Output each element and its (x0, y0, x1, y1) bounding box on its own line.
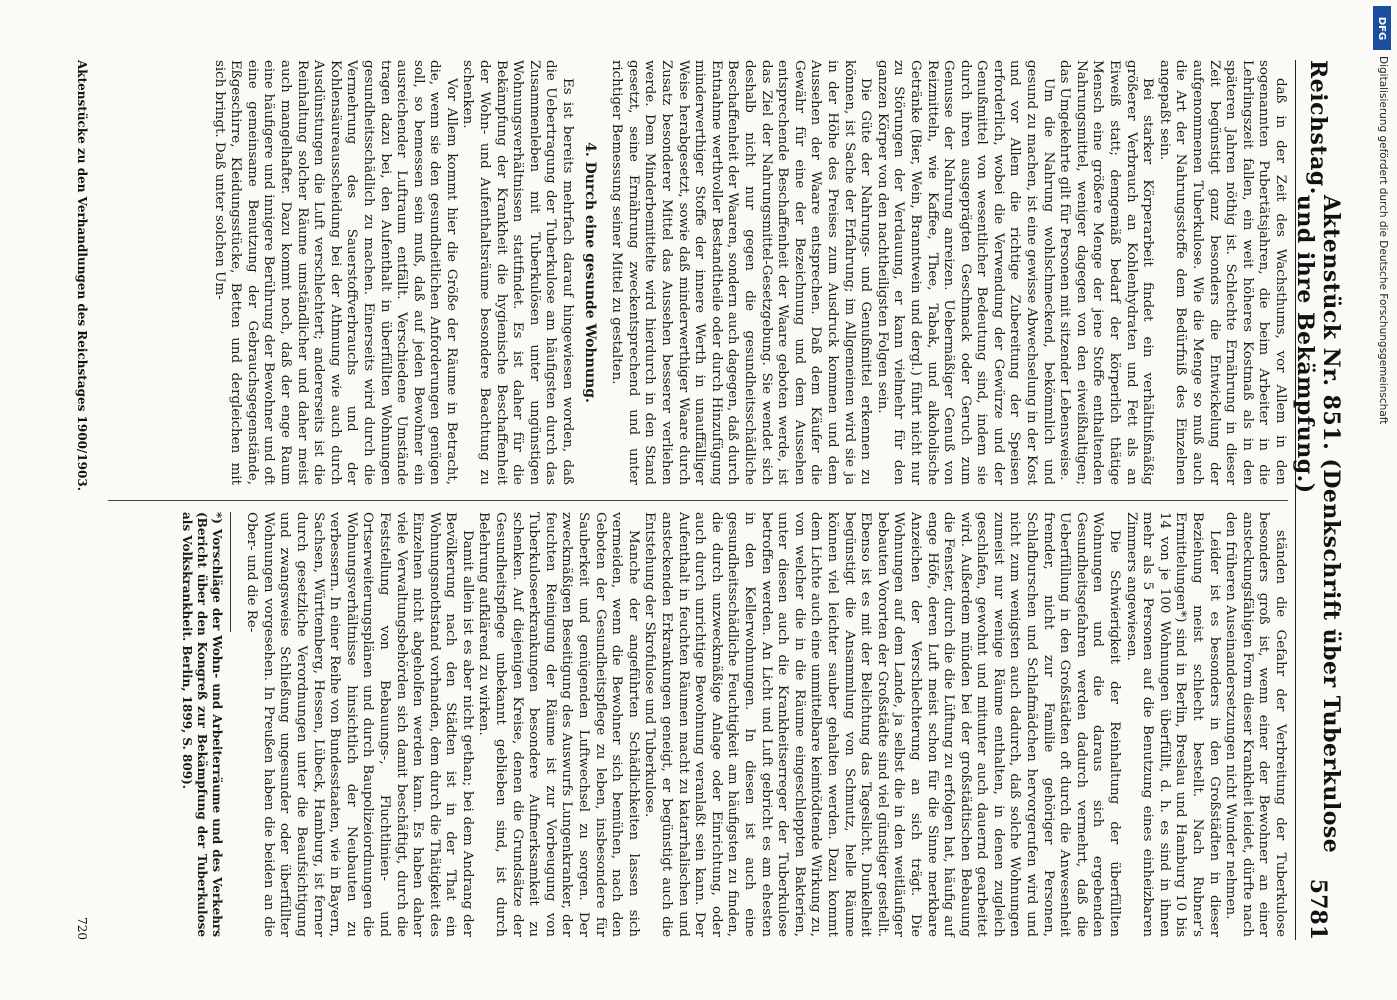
paragraph: ständen die Gefahr der Verbreitung der Tuberkulose besonders groß ist, wenn einer der Bewohner an einer ansteckungsfähigen Form dieser Krankheit leidet, dürfte nach den früheren Auseinandersetzungen nicht Wunder nehmen. (1223, 512, 1288, 937)
header-title: Aktenstück Nr. 851. (Denkschrift über Tuberkulose und ihre Bekämpfung.) (1292, 194, 1344, 854)
header-left: Reichstag. (1305, 60, 1331, 195)
footnote-rule (230, 512, 231, 632)
page-footer (68, 60, 96, 940)
paragraph: Leider ist es besonders in den Großstädten in dieser Beziehung meist schlecht bestellt. Nach Rubner's Ermittelungen*) sind in Berlin, Breslau und Hamburg 10 bis 14 von je 100 Wohnungen überfüllt, d. h. es sind in ihnen mehr als 5 Personen auf die Benutzung eines einheizbaren Zimmers angewiesen. (1123, 512, 1222, 937)
header-page-number: 5781 (1305, 878, 1331, 940)
paragraph: Damit allein ist es aber nicht gethan; bei dem Andrang der Bevölkerung nach den Städten ist in der That ein Wohnungsnothstand vorhanden, dem durch die Thätigkeit des Einzelnen nicht abgeholfen werden kann. Es haben daher viele Verwaltungsbehörden sich damit beschäftigt, durch die Feststellung von Bebauungs-, Fluchtlinien- und Ortserweiterungsplänen und durch Baupolizeiordnungen die Wohnungsverhältnisse hinsichtlich der Neubauten zu verbessern. In einer Reihe von Bundesstaaten, wie in Bayern, Sachsen, Württemberg, Hessen, Lübeck, Hamburg, ist ferner durch gesetzliche Verordnungen unter die Beaufsichtigung und zwangsweise Schließung ungesunder oder überfüllter Wohnungen vorgesehen. In Preußen haben die beiden an die Ober- und die Re- (244, 512, 475, 937)
footer-source: Aktenstücke zu den Verhandlungen des Reichstages 1900/1903. (75, 60, 89, 491)
footnote: *) Vorschläge der Wohn- und Arbeiterräume und des Verkehrs (Bericht über den Kongreß zur Bekämpfung der Tuberkulose als Volkskrankheit. Berlin, 1899, S. 809). (179, 512, 224, 937)
section-heading: 4. Durch eine gesunde Wohnung. (581, 142, 598, 403)
paragraph: Manche der angeführten Schädlichkeiten lassen sich vermeiden, wenn die Bewohner sich bemühen, nach den Geboten der Gesundheitspflege zu leben, insbesondere für Sauberkeit und genügenden Luftwechsel zu sorgen. Der zweckmäßigen Beseitigung des Auswurfs Lungenkranker, der feuchten Reinigung der Räume ist zur Vorbeugung von Tuberkuloseerkrankungen besondere Aufmerksamkeit zu schenken. Auf diejenigen Kreise, denen die Grundsätze der Gesundheitspflege unbekannt geblieben sind, ist durch Belehrung aufklärend zu wirken. (476, 512, 641, 937)
watermark-text (1371, 56, 1393, 696)
page-header (1292, 60, 1344, 940)
rotated-document (60, 60, 1344, 940)
paragraph: daß in der Zeit des Wachsthums, vor Allem in den sogenannten Pubertätsjahren, die beim Arbeiter in die Lehrlingszeit fallen, ein weit höheres Kostmaß als in den späteren Jahren nöthig ist. Schlechte Ernährung in dieser Zeit begünstigt ganz besonders die Entwickelung der aufgenommenen Tuberkulose. Wie die Menge so muß auch die Art der Nahrungsstoffe dem Bedürfniß des Einzelnen angepaßt sein. (1156, 60, 1288, 485)
left-column (210, 60, 1288, 485)
paragraph: Bei starker Körperarbeit findet ein verhältnißmäßig größerer Verbrauch an Kohlenhydraten und Fett als an Eiweiß statt; demgemäß bedarf der körperlich thätige Mensch eine größere Menge der jene Stoffe enthaltenden Nahrungsmittel, weniger dagegen von den eiweißhaltigen; das Umgekehrte gilt für Personen mit sitzender Lebensweise. (1057, 60, 1156, 485)
dfg-logo-icon: DFG (1373, 6, 1391, 50)
paragraph: Die Schwierigkeit der Reinhaltung der überfüllten Wohnungen und die daraus sich ergebenden Gesundheitsgefahren werden dadurch vermehrt, daß die Ueberfüllung in den Großstädten oft durch die Anwesenheit fremder, nicht zur Familie gehöriger Personen, Schlafburschen und Schlafmädchen hervorgerufen wird und nicht zum wenigsten auch dadurch, daß solche Wohnungen zumeist nur wenige Räume enthalten, in denen zugleich geschlafen, gewohnt und mitunter auch dauernd gearbeitet wird. Außerdem münden bei der großstädtischen Bebauung die Fenster, durch die die Lüftung zu erfolgen hat, häufig auf enge Höfe, deren Luft meist schon für die Sinne merkbare Anzeichen der Verschlechterung an sich trägt. Die Wohnungen auf dem Lande, ja selbst die in den weitläufiger bebauten Vororten der Großstädte sind viel günstiger gestellt. Ebenso ist es mit der Belichtung das Tageslicht. Dunkelheit begünstigt die Ansammlung von Schmutz, helle Räume können viel leichter sauber gehalten werden. Dazu kommt dem Lichte auch eine unmittelbare keimtödtende Wirkung zu, von welcher die in die Räume eingeschleppten Bakterien, unter diesen auch die Krankheitserreger der Tuberkulose betroffen werden. An Licht und Luft gebricht es am ehesten in den Kellerwohnungen. In diesen ist auch eine gesundheitsschädliche Feuchtigkeit am häufigsten zu finden, die durch unzweckmäßige Anlage oder Einrichtung, oder auch durch unrichtige Bewohnung veranlaßt sein kann. Der Aufenthalt in feuchten Räumen macht zu katarrhalischen und ansteckenden Erkrankungen geneigt, er begünstigt auch die Entstehung der Skrofulose und Tuberkulose. (642, 512, 1123, 937)
paragraph: Um die Nahrung wohlschmeckend, bekömmlich und gesund zu machen, ist eine gewisse Abwechselung in der Kost und vor Allem die richtige Zubereitung der Speisen erforderlich, wobei die Verwendung der Gewürze und der Genußmittel von wesentlicher Bedeutung sind, indem sie durch ihren ausgeprägten Geschmack oder Geruch zum Genusse der Nahrung anreizen. Uebermäßiger Genuß von Reizmitteln, wie Kaffee, Thee, Tabak, und alkoholische Getränke (Bier, Wein, Branntwein und dergl.) führt nicht nur zu Störungen der Verdauung, er kann vielmehr für den ganzen Körper von den nachtheiligsten Folgen sein. (874, 60, 1056, 485)
dfg-watermark (1371, 6, 1393, 996)
watermark-label: Digitalisierung gefördert durch die Deutsche Forschungsgemeinschaft (1377, 56, 1389, 425)
paragraph: Es ist bereits mehrfach darauf hingewiesen worden, daß die Uebertragung der Tuberkulose am häufigsten durch das Zusammenleben mit Tuberkulösen unter ungünstigen Wohnungsverhältnissen stattfindet. Es ist daher für die Bekämpfung der Krankheit die hygienische Beschaffenheit der Wohn- und Aufenthaltsräume besondere Beachtung zu schenken. (460, 60, 576, 485)
paragraph: Vor Allem kommt hier die Größe der Räume in Betracht, die, wenn sie den gesundheitlichen Anforderungen genügen soll, so bemessen sein muß, daß auf jeden Bewohner ein ausreichender Luftraum entfällt. Verschiedene Umstände tragen dazu bei, den Aufenthalt in überfüllten Wohnungen gesundheitsschädlich zu machen. Einerseits wird durch die Vermehrung des Sauerstoffverbrauchs und der Kohlensäureausscheidung bei der Athmung wie auch durch Ausdünstungen die Luft verschlechtert; andererseits ist die Reinhaltung solcher Räume umständlicher und daher meist auch mangelhafter. Dazu kommt noch, daß der enge Raum eine häufigere und innigere Berührung der Bewohner und oft eine gemeinsame Benutzung der Gebrauchsgegenstände, Eßgeschirre, Kleidungsstücke, Betten und dergleichen mit sich bringt. Daß unter solchen Um- (211, 60, 459, 485)
paragraph: Die Güte der Nahrungs- und Genußmittel erkennen zu können, ist Sache der Erfahrung; im Allgemeinen wird sie ja in der Höhe des Preises zum Ausdruck kommen und dem Aussehen der Waare entsprechen. Daß dem Käufer die Gewähr für eine der Bezeichnung und dem Aussehen entsprechende Beschaffenheit der Waare geboten werde, ist das Ziel der Nahrungsmittel-Gesetzgebung. Sie wendet sich deshalb nicht nur gegen die gesundheitsschädliche Beschaffenheit der Waaren, sondern auch dagegen, daß durch Entnahme werthvoller Bestandtheile oder durch Hinzufügung minderwerthiger Stoffe der innere Werth in unauffälliger Weise herabgesetzt, sowie daß minderwerthiger Waare durch Zusatz besonderer Mittel das Aussehen besserer verliehen werde. Dem Minderbemittelte wird hierdurch in den Stand gesetzt, seine Ernährung zweckentsprechend und unter richtiger Bemessung seiner Mittel zu gestalten. (609, 60, 874, 485)
bottom-page-number: 720 (75, 917, 89, 940)
column-divider (108, 500, 1288, 501)
right-column (179, 512, 1288, 937)
